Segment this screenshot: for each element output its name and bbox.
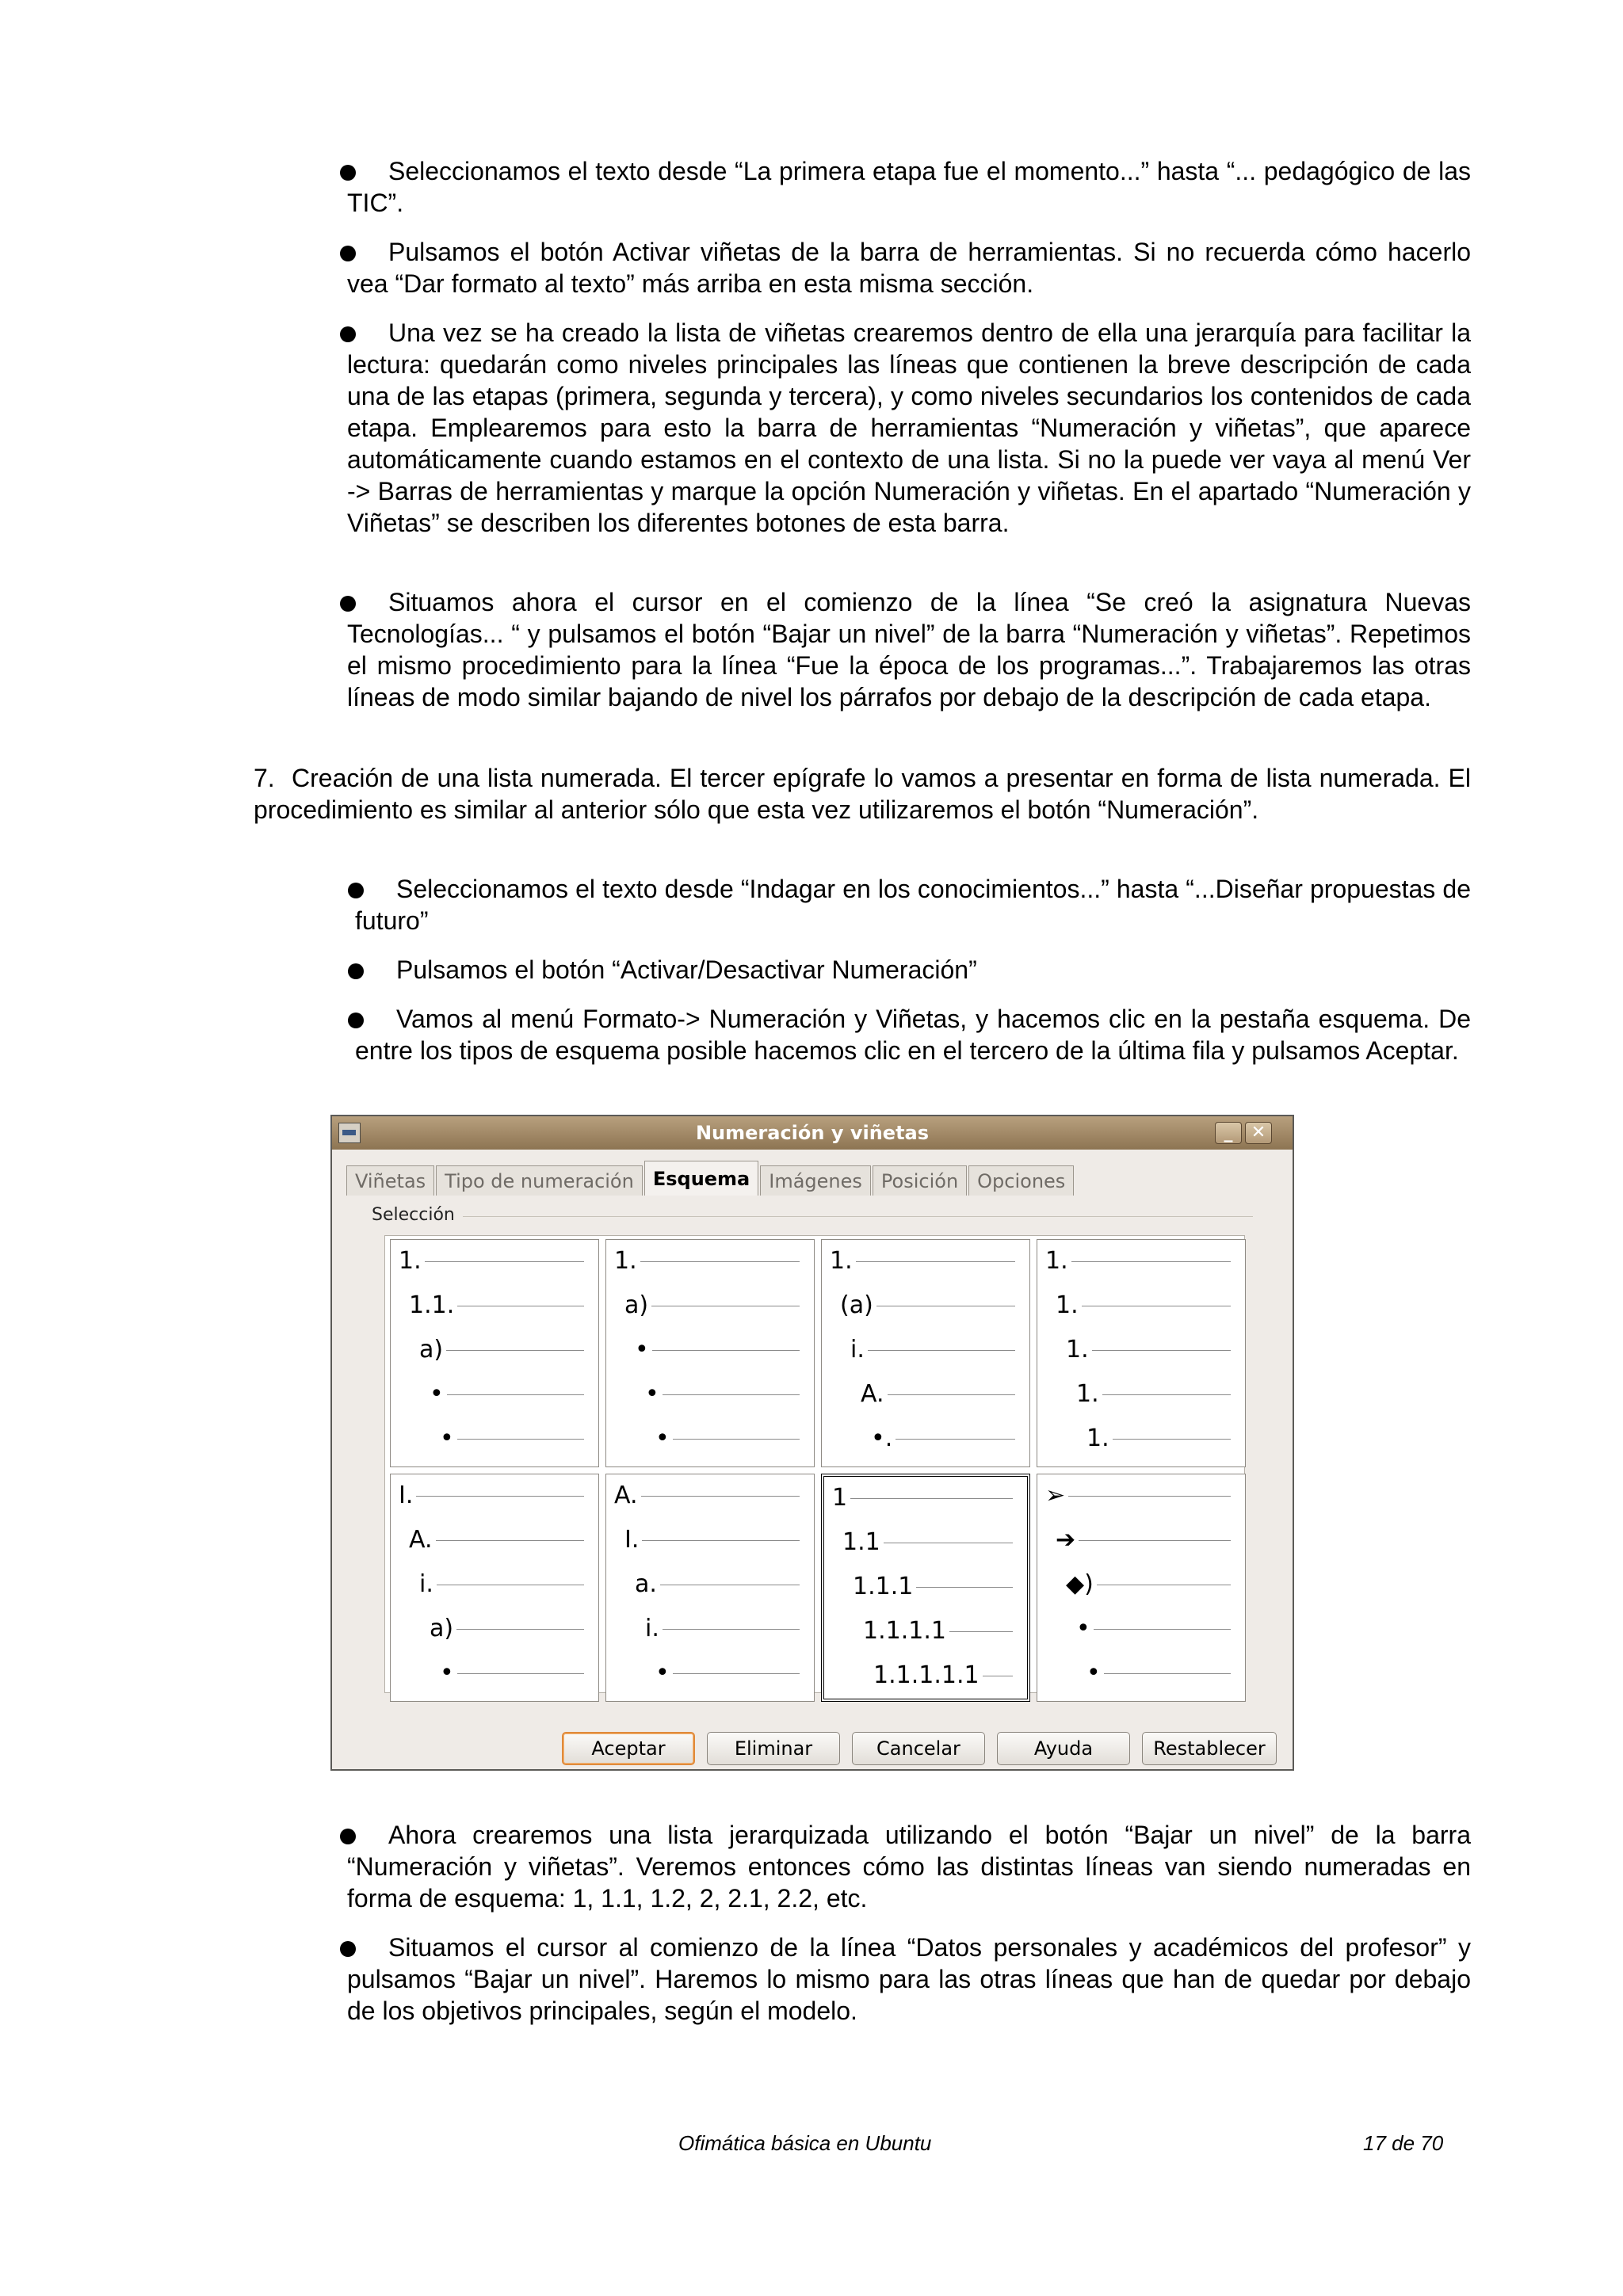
tab-opciones[interactable]: Opciones	[968, 1165, 1074, 1196]
outline-level	[614, 1484, 800, 1508]
bullet-text: Pulsamos el botón “Activar/Desactivar Numeración”	[396, 955, 977, 984]
outline-option-8[interactable]	[1037, 1474, 1246, 1702]
outline-level	[635, 1338, 800, 1362]
bullet-item	[355, 873, 1471, 936]
outline-option-3[interactable]	[821, 1239, 1030, 1467]
level-rule	[641, 1496, 800, 1497]
level-rule	[916, 1587, 1013, 1588]
level-label: 1.1	[842, 1528, 880, 1556]
item-number: 7.	[254, 764, 275, 792]
numbering-dialog	[330, 1115, 1294, 1771]
dialog-tabs	[346, 1161, 1075, 1196]
level-label: ◆)	[1066, 1570, 1094, 1598]
level-label: 1.1.1.1.1	[873, 1661, 980, 1689]
bullet-text: Seleccionamos el texto desde “La primera etapa fue el momento...” hasta “... pedagógico de las TIC”.	[347, 157, 1471, 217]
level-rule	[949, 1631, 1013, 1632]
level-rule	[416, 1496, 584, 1497]
level-rule	[673, 1439, 800, 1440]
bullet-item	[347, 1932, 1471, 2027]
level-rule	[850, 1498, 1013, 1499]
outline-level	[1086, 1427, 1231, 1451]
level-label: 1	[832, 1484, 848, 1512]
level-label: a.	[635, 1570, 657, 1598]
level-label: 1.1.	[409, 1291, 455, 1319]
level-label: ➔	[1056, 1526, 1076, 1554]
level-rule	[652, 1350, 800, 1351]
bullet-icon	[348, 963, 364, 979]
tab-vinetas[interactable]: Viñetas	[346, 1165, 434, 1196]
outline-level	[440, 1427, 584, 1451]
level-rule	[1071, 1261, 1231, 1262]
level-label: 1.	[614, 1247, 637, 1275]
outline-option-1[interactable]	[390, 1239, 599, 1467]
outline-level	[409, 1528, 584, 1552]
level-rule	[1104, 1673, 1231, 1674]
bullet-text: Una vez se ha creado la lista de viñetas crearemos dentro de ella una jerarquía para facilitar la lectura: quedarán como niveles principales las líneas que contienen la breve descripción de cada una de las etapas (primera, segunda y tercera), y como niveles secundarios los contenidos de cada etapa. Emplearemos para esto la barra de herramientas “Numeración y viñetas”, que aparece automáticamente cuando estamos en el contexto de una lista. Si no la puede ver vaya al menú Ver -> Barras de herramientas y marque la opción Numeración y viñetas. En el apartado “Numeración y Viñetas” se describen los diferentes botones de esta barra.	[347, 318, 1471, 537]
bullet-text: Pulsamos el botón Activar viñetas de la barra de herramientas. Si no recuerda cómo hacerlo vea “Dar formato al texto” más arriba en esta misma sección.	[347, 238, 1471, 298]
bullet-icon	[340, 1941, 356, 1957]
level-rule	[436, 1540, 584, 1541]
level-label: 1.	[1076, 1380, 1099, 1408]
level-label: •	[635, 1336, 649, 1363]
outline-level	[419, 1570, 584, 1598]
outline-level	[1076, 1380, 1231, 1408]
level-label: I.	[624, 1526, 640, 1554]
outline-level	[863, 1619, 1013, 1643]
outline-level	[861, 1380, 1015, 1408]
dialog-title: Numeración y viñetas	[695, 1122, 930, 1144]
outline-level	[614, 1249, 800, 1273]
outline-level	[1045, 1484, 1231, 1508]
level-rule	[456, 1629, 584, 1630]
outline-level	[830, 1249, 1015, 1273]
bullet-text: Seleccionamos el texto desde “Indagar en los conocimientos...” hasta “...Diseñar propuestas de futuro”	[355, 875, 1471, 935]
cancel-button[interactable]: Cancelar	[852, 1732, 985, 1765]
outline-level	[419, 1338, 584, 1362]
outline-grid	[384, 1235, 1245, 1693]
level-label: •	[1086, 1659, 1101, 1687]
bullet-item	[347, 1819, 1471, 1914]
tab-esquema[interactable]: Esquema	[644, 1161, 758, 1196]
minimize-icon[interactable]: _	[1215, 1122, 1242, 1144]
outline-level	[655, 1427, 800, 1451]
bullet-icon	[340, 326, 356, 342]
level-label: •.	[871, 1425, 893, 1452]
bullet-item	[347, 236, 1471, 299]
bullet-icon	[340, 596, 356, 612]
level-rule	[425, 1261, 584, 1262]
level-label: 1.	[399, 1247, 422, 1275]
tab-posicion[interactable]: Posición	[873, 1165, 967, 1196]
outline-level	[873, 1661, 1013, 1689]
page-number: 17 de 70	[1363, 2131, 1444, 2155]
bullet-icon	[340, 246, 356, 261]
level-rule	[642, 1540, 800, 1541]
item-text: Creación de una lista numerada. El tercer epígrafe lo vamos a presentar en forma de lista numerada. El procedimiento es similar al anterior sólo que esta vez utilizaremos el botón “Numeración”.	[254, 764, 1471, 824]
bullet-item	[347, 317, 1471, 539]
level-label: ➢	[1045, 1482, 1066, 1509]
delete-button[interactable]: Eliminar	[707, 1732, 840, 1765]
level-rule	[447, 1394, 584, 1395]
level-rule	[640, 1261, 800, 1262]
outline-level	[1086, 1661, 1231, 1685]
level-label: A.	[409, 1526, 433, 1554]
outline-level	[430, 1617, 584, 1641]
level-rule	[1113, 1439, 1231, 1440]
level-label: i.	[850, 1336, 865, 1363]
level-label: •	[645, 1380, 659, 1408]
level-rule	[446, 1350, 584, 1351]
level-label: i.	[419, 1570, 433, 1598]
level-label: 1.	[1045, 1247, 1068, 1275]
bullet-item	[347, 155, 1471, 219]
level-label: 1.1.1	[853, 1573, 914, 1600]
outline-level	[842, 1528, 1013, 1556]
level-rule	[896, 1439, 1015, 1440]
level-rule	[1102, 1394, 1231, 1395]
level-rule	[1068, 1496, 1231, 1497]
level-label: •	[655, 1659, 670, 1687]
outline-level	[1056, 1291, 1231, 1319]
level-rule	[673, 1673, 800, 1674]
outline-level	[624, 1528, 800, 1552]
outline-level	[832, 1486, 1013, 1510]
outline-level	[645, 1380, 800, 1408]
outline-option-5[interactable]	[390, 1474, 599, 1702]
level-rule	[457, 1439, 584, 1440]
outline-level	[840, 1291, 1015, 1319]
level-rule	[663, 1394, 800, 1395]
outline-level	[440, 1661, 584, 1685]
outline-level	[1066, 1570, 1231, 1598]
dialog-titlebar[interactable]	[332, 1116, 1293, 1150]
tab-tipo-numeracion[interactable]: Tipo de numeración	[436, 1165, 643, 1196]
level-label: a)	[430, 1615, 454, 1642]
bullet-text: Vamos al menú Formato-> Numeración y Viñetas, y hacemos clic en la pestaña esquema. De entre los tipos de esquema posible hacemos clic en el tercero de la última fila y pulsamos Aceptar.	[355, 1005, 1471, 1065]
level-label: •	[1076, 1615, 1090, 1642]
level-label: 1.1.1.1	[863, 1617, 946, 1645]
level-label: •	[655, 1425, 670, 1452]
level-rule	[1092, 1350, 1231, 1351]
outline-option-6[interactable]	[605, 1474, 815, 1702]
outline-level	[853, 1575, 1013, 1599]
section-label: Selección	[372, 1205, 461, 1225]
bullet-item	[347, 586, 1471, 713]
bullet-text: Ahora crearemos una lista jerarquizada utilizando el botón “Bajar un nivel” de la barra “Numeración y viñetas”. Veremos entonces cómo las distintas líneas van siendo numeradas en forma de esquema: 1, 1.1, 1.2, 2, 2.1, 2.2, etc.	[347, 1821, 1471, 1913]
level-rule	[888, 1394, 1015, 1395]
level-label: i.	[645, 1615, 659, 1642]
level-label: a)	[624, 1291, 649, 1319]
help-button[interactable]: Ayuda	[997, 1732, 1130, 1765]
reset-button[interactable]: Restablecer	[1142, 1732, 1277, 1765]
outline-level	[850, 1338, 1015, 1362]
outline-level	[635, 1570, 800, 1598]
level-rule	[457, 1673, 584, 1674]
close-icon[interactable]: ✕	[1245, 1122, 1272, 1144]
level-label: (a)	[840, 1291, 873, 1319]
bullet-text: Situamos el cursor al comienzo de la línea “Datos personales y académicos del profesor” y pulsamos “Bajar un nivel”. Haremos lo mismo para las otras líneas que han de quedar por debajo de los objetivos principales, según el modelo.	[347, 1933, 1471, 2025]
outline-level	[409, 1291, 584, 1319]
footer-title: Ofimática básica en Ubuntu	[678, 2131, 932, 2155]
level-rule	[868, 1350, 1015, 1351]
outline-level	[1076, 1617, 1231, 1641]
level-label: 1.	[830, 1247, 853, 1275]
outline-level	[430, 1380, 584, 1408]
level-label: •	[440, 1659, 454, 1687]
outline-option-2[interactable]	[605, 1239, 815, 1467]
outline-level	[655, 1661, 800, 1685]
ok-button[interactable]: Aceptar	[562, 1732, 695, 1765]
level-label: a)	[419, 1336, 444, 1363]
outline-level	[399, 1249, 584, 1273]
level-rule	[1094, 1629, 1231, 1630]
level-label: •	[440, 1425, 454, 1452]
level-label: 1.	[1056, 1291, 1079, 1319]
level-label: A.	[861, 1380, 884, 1408]
outline-level	[871, 1427, 1015, 1451]
level-label: 1.	[1086, 1425, 1109, 1452]
level-rule	[1079, 1540, 1231, 1541]
bullet-icon	[348, 883, 364, 898]
bullet-item	[355, 954, 1471, 986]
level-label: A.	[614, 1482, 638, 1509]
outline-option-7[interactable]	[821, 1474, 1030, 1702]
level-rule	[663, 1629, 800, 1630]
bullet-text: Situamos ahora el cursor en el comienzo de la línea “Se creó la asignatura Nuevas Tecnologías... “ y pulsamos el botón “Bajar un nivel” de la barra “Numeración y viñetas”. Repetimos el mismo procedimiento para la línea “Fue la época de los programas...”. Trabajaremos las otras líneas de modo similar bajando de nivel los párrafos por debajo de la descripción de cada etapa.	[347, 588, 1471, 711]
outline-level	[1056, 1528, 1231, 1552]
outline-option-4[interactable]	[1037, 1239, 1246, 1467]
outline-level	[399, 1484, 584, 1508]
tab-imagenes[interactable]: Imágenes	[760, 1165, 871, 1196]
level-label: •	[430, 1380, 444, 1408]
section-divider	[463, 1216, 1253, 1217]
outline-level	[1045, 1249, 1231, 1273]
bullet-icon	[340, 165, 356, 181]
level-label: I.	[399, 1482, 414, 1509]
outline-level	[624, 1291, 800, 1319]
bullet-icon	[340, 1829, 356, 1844]
bullet-item	[355, 1003, 1471, 1066]
outline-level	[645, 1617, 800, 1641]
outline-level	[1066, 1338, 1231, 1362]
level-label: 1.	[1066, 1336, 1089, 1363]
level-rule	[856, 1261, 1015, 1262]
numbered-item	[254, 762, 1471, 826]
bullet-icon	[348, 1013, 364, 1028]
